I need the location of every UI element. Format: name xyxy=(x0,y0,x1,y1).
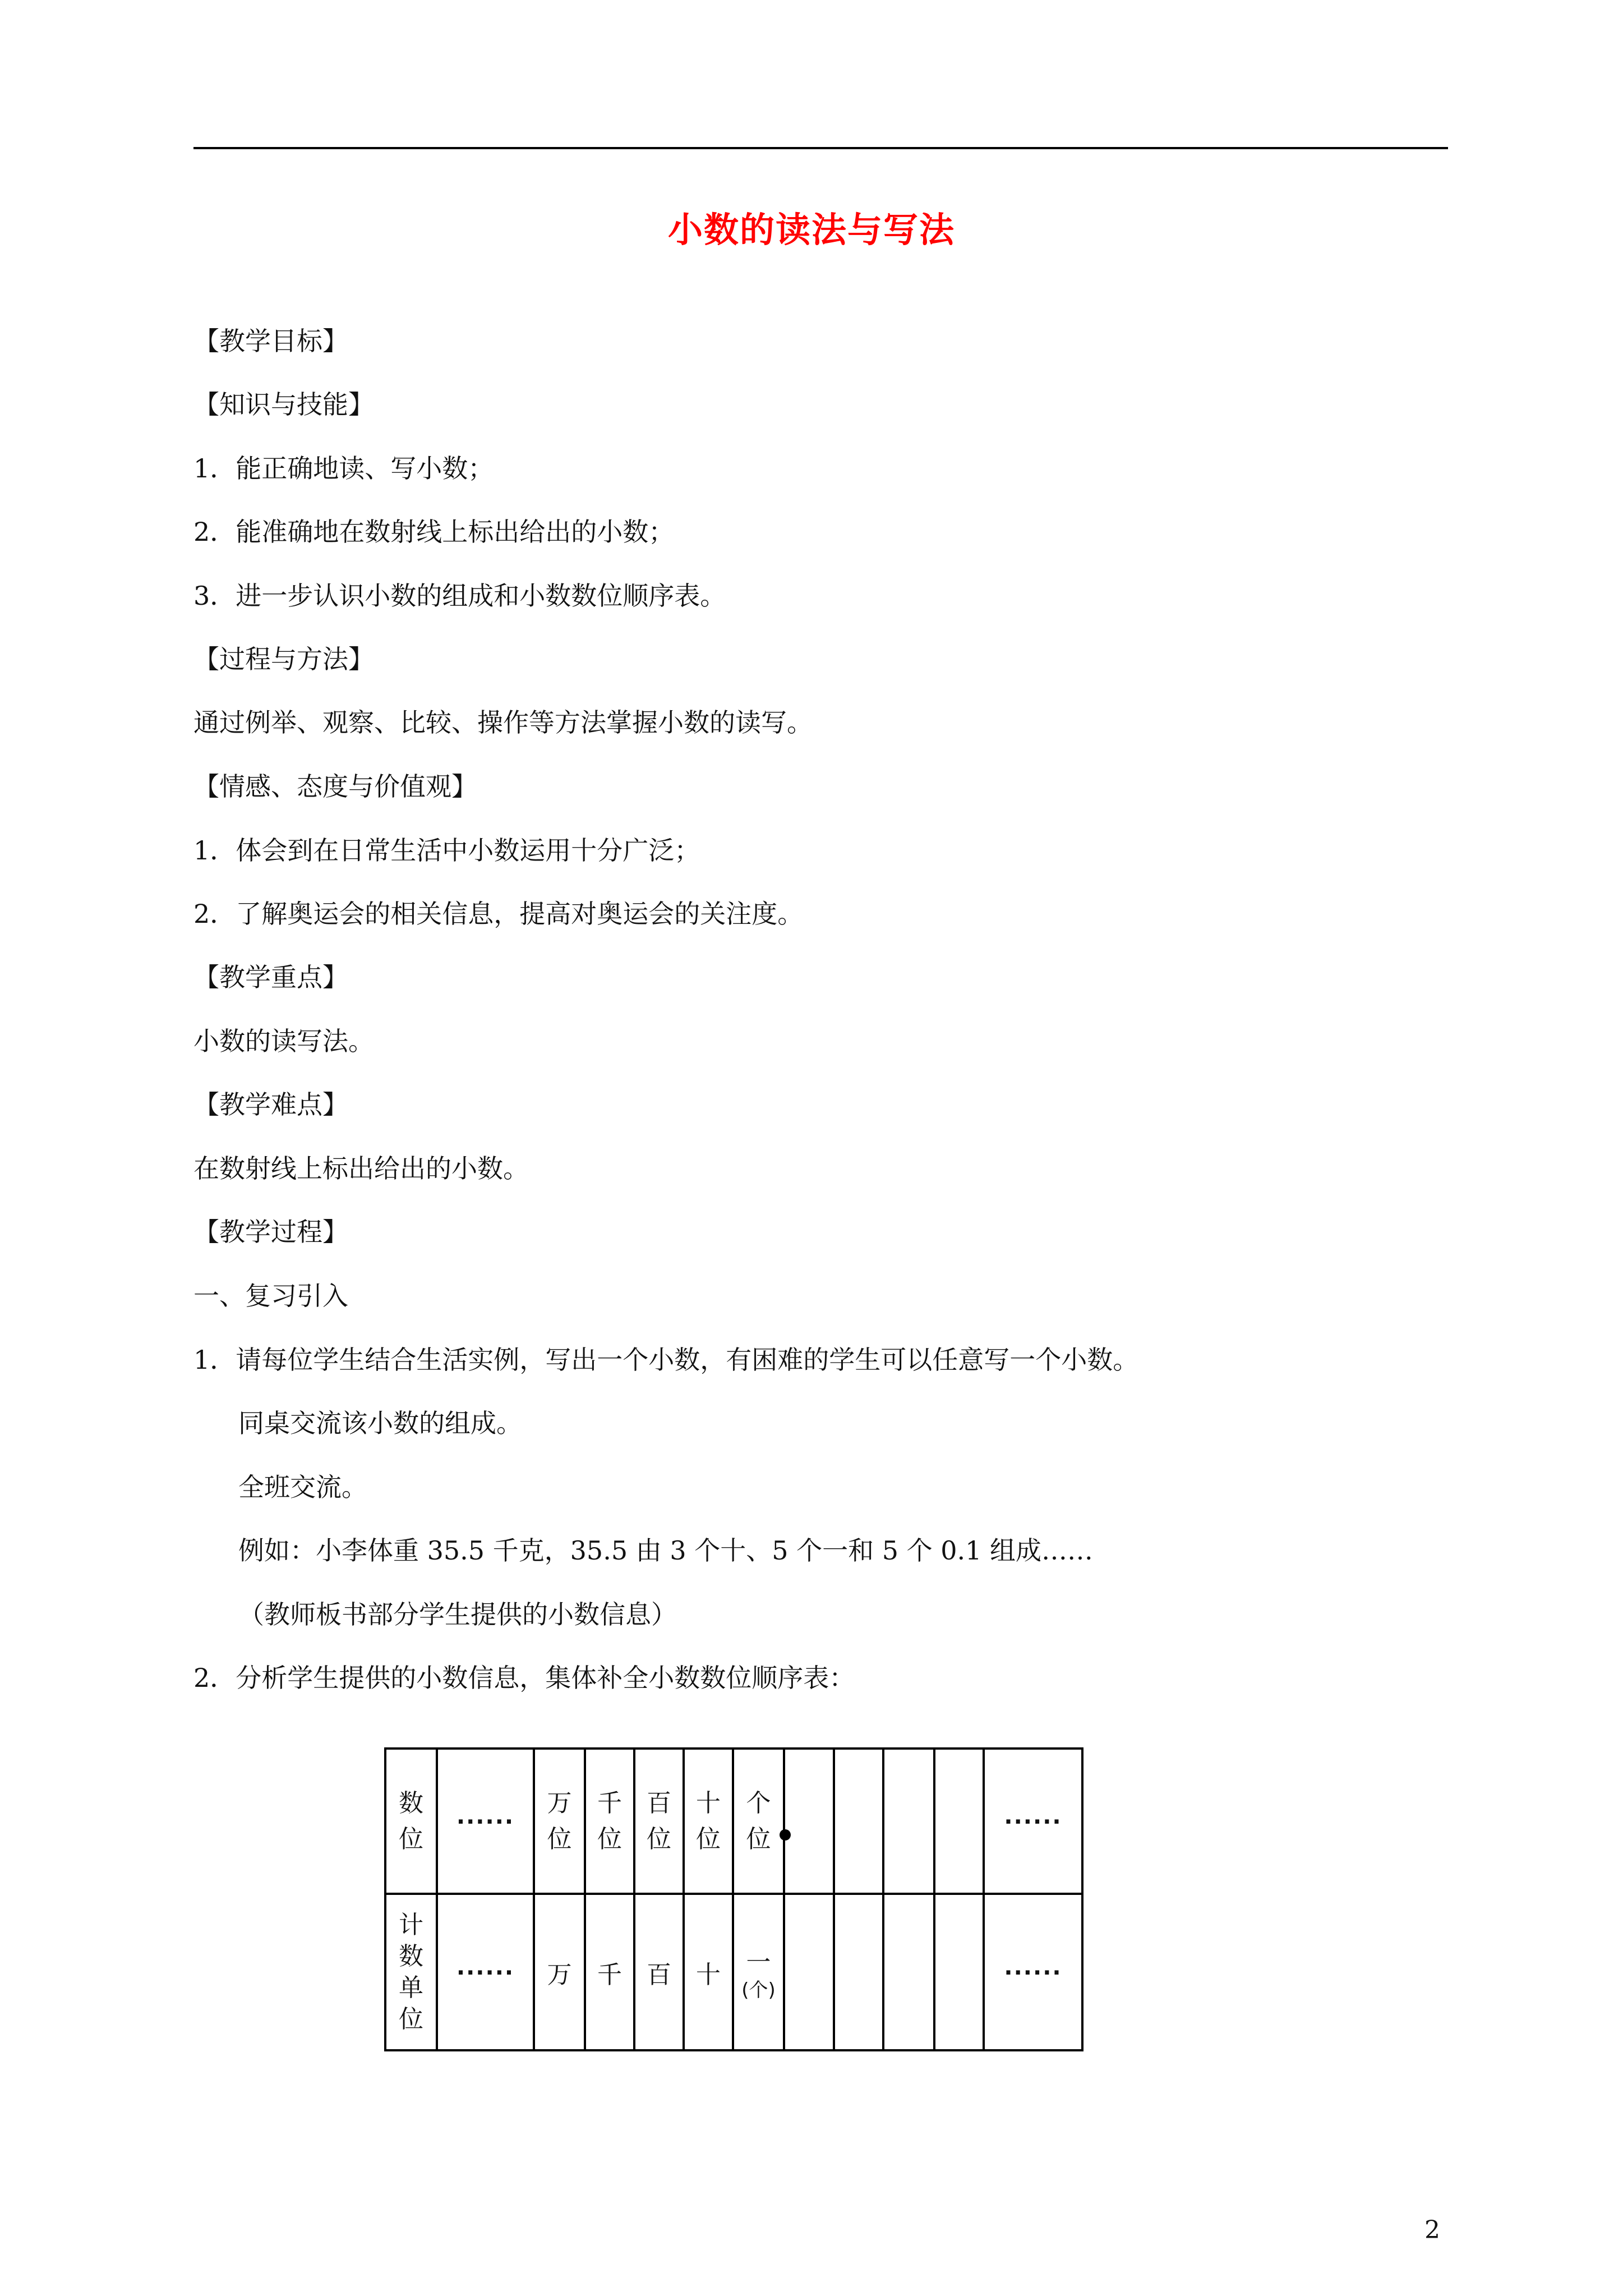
ellipsis-right: ······ xyxy=(984,1749,1082,1894)
text-line: 3．进一步认识小数的组成和小数数位顺序表。 xyxy=(193,581,726,611)
page-title: 小数的读法与写法 xyxy=(667,209,955,250)
ellipsis-left: ······ xyxy=(437,1894,534,2050)
table-row xyxy=(385,1894,1082,2050)
decimal-point-marker xyxy=(780,1829,791,1841)
table-row xyxy=(385,1749,1082,1894)
empty-cell xyxy=(834,1894,883,2050)
empty-cell xyxy=(834,1749,883,1894)
text-line: 【过程与方法】 xyxy=(193,644,374,674)
text-line: 1．体会到在日常生活中小数运用十分广泛； xyxy=(193,835,700,866)
text-line: 【教学目标】 xyxy=(193,326,348,356)
cell-ten-unit: 十 xyxy=(684,1894,733,2050)
row-header-place: 数 位 xyxy=(385,1749,437,1894)
text-line: 同桌交流该小数的组成。 xyxy=(238,1408,522,1438)
text-line: 2．了解奥运会的相关信息，提高对奥运会的关注度。 xyxy=(193,899,804,929)
place-value-table xyxy=(384,1747,1083,2051)
page-number: 2 xyxy=(1424,2216,1440,2244)
cell-ten-thousand-unit: 万 xyxy=(534,1894,585,2050)
empty-cell xyxy=(883,1894,934,2050)
cell-one-unit: 一 (个) xyxy=(733,1894,784,2050)
text-line: 【知识与技能】 xyxy=(193,389,374,420)
text-line: 小数的读写法。 xyxy=(193,1026,374,1056)
text-line: 全班交流。 xyxy=(238,1472,367,1502)
text-line: 【教学重点】 xyxy=(193,962,348,992)
header-rule xyxy=(193,147,1448,149)
empty-cell xyxy=(784,1894,834,2050)
ellipsis-right: ······ xyxy=(984,1894,1082,2050)
row-header-counting-unit: 计 数 单 位 xyxy=(385,1894,437,2050)
text-line: 【情感、态度与价值观】 xyxy=(193,771,477,802)
cell-ones-place: 个 位 xyxy=(733,1749,784,1894)
text-line: 一、复习引入 xyxy=(193,1281,348,1311)
cell-thousand-unit: 千 xyxy=(585,1894,634,2050)
text-line: 【教学难点】 xyxy=(193,1089,348,1120)
ellipsis-left: ······ xyxy=(437,1749,534,1894)
text-line: 例如：小李体重 35.5 千克，35.5 由 3 个十、5 个一和 5 个 0.1 组成…… xyxy=(238,1535,1094,1566)
text-line: 【教学过程】 xyxy=(193,1217,348,1247)
cell-thousands-place: 千 位 xyxy=(585,1749,634,1894)
text-line: 2．能准确地在数射线上标出给出的小数； xyxy=(193,517,675,547)
empty-cell xyxy=(934,1894,984,2050)
empty-cell xyxy=(934,1749,984,1894)
text-line: 在数射线上标出给出的小数。 xyxy=(193,1153,529,1184)
cell-hundred-unit: 百 xyxy=(634,1894,684,2050)
text-line: （教师板书部分学生提供的小数信息） xyxy=(238,1599,677,1630)
cell-hundreds-place: 百 位 xyxy=(634,1749,684,1894)
cell-ten-thousands-place: 万 位 xyxy=(534,1749,585,1894)
empty-cell xyxy=(883,1749,934,1894)
text-line: 1．能正确地读、写小数； xyxy=(193,453,494,484)
text-line: 1．请每位学生结合生活实例，写出一个小数，有困难的学生可以任意写一个小数。 xyxy=(193,1345,1139,1375)
empty-cell xyxy=(784,1749,834,1894)
text-line: 2．分析学生提供的小数信息，集体补全小数数位顺序表： xyxy=(193,1663,855,1693)
text-line: 通过例举、观察、比较、操作等方法掌握小数的读写。 xyxy=(193,707,813,738)
cell-tens-place: 十 位 xyxy=(684,1749,733,1894)
